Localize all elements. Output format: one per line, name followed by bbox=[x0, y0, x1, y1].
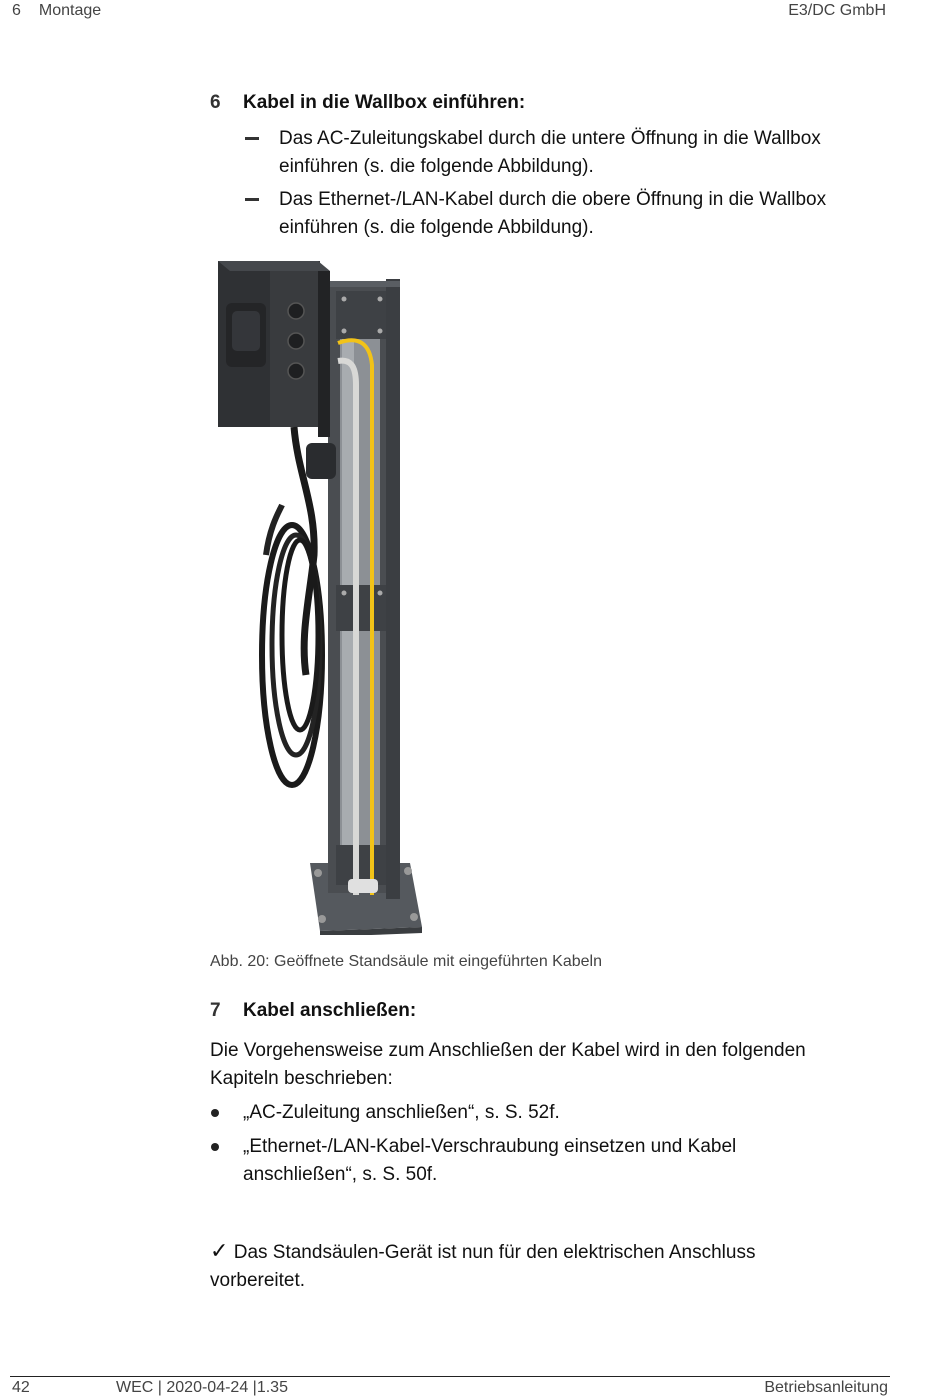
bullet-list-item bbox=[210, 1133, 850, 1189]
wallbox-stand-photo bbox=[210, 255, 430, 935]
wallbox-illustration bbox=[210, 255, 430, 935]
led-indicator-icon bbox=[288, 333, 304, 349]
checkmark-icon: ✓ bbox=[210, 1238, 229, 1263]
document-type: Betriebsanleitung bbox=[764, 1379, 888, 1396]
running-header-chapter bbox=[12, 2, 101, 20]
figure-caption: Abb. 20: Geöffnete Standsäule mit eingeführten Kabeln bbox=[210, 953, 602, 970]
bullet-icon bbox=[211, 1143, 219, 1151]
list-item-text: Das AC-Zuleitungskabel durch die untere Öffnung in die Wallbox einführen (s. die folgende Abbildung). bbox=[279, 128, 821, 177]
chapter-number: 6 bbox=[12, 2, 21, 19]
running-header-company: E3/DC GmbH bbox=[788, 2, 886, 19]
dash-list-item bbox=[245, 125, 845, 181]
led-indicator-icon bbox=[288, 363, 304, 379]
step-title: Kabel anschließen: bbox=[243, 1000, 417, 1021]
led-indicator-icon bbox=[288, 303, 304, 319]
chapter-title: Montage bbox=[38, 2, 102, 19]
page-number: 42 bbox=[12, 1379, 30, 1396]
step-title: Kabel in die Wallbox einführen: bbox=[243, 92, 526, 113]
dash-bullet-icon bbox=[245, 137, 259, 140]
bullet-icon bbox=[211, 1109, 219, 1117]
bullet-list-item bbox=[210, 1099, 850, 1127]
step-number: 7 bbox=[210, 1000, 221, 1021]
footer-divider bbox=[10, 1376, 890, 1377]
step-7-intro: Die Vorgehensweise zum Anschließen der Kabel wird in den folgenden Kapiteln beschrieben: bbox=[210, 1040, 806, 1089]
result-text: Das Standsäulen-Gerät ist nun für den elektrischen Anschluss vorbereitet. bbox=[210, 1242, 756, 1291]
list-item-text: Das Ethernet-/LAN-Kabel durch die obere Öffnung in die Wallbox einführen (s. die folgende Abbildung). bbox=[279, 189, 827, 238]
document-version: WEC | 2020-04-24 |1.35 bbox=[116, 1379, 288, 1396]
cross-reference-text: „Ethernet-/LAN-Kabel-Verschraubung einsetzen und Kabel anschließen“, s. S. 50f. bbox=[243, 1136, 737, 1185]
cross-reference-text: „AC-Zuleitung anschließen“, s. S. 52f. bbox=[243, 1102, 560, 1123]
dash-bullet-icon bbox=[245, 198, 259, 201]
dash-list-item bbox=[245, 186, 845, 242]
step-number: 6 bbox=[210, 92, 221, 113]
result-statement bbox=[210, 1237, 850, 1295]
